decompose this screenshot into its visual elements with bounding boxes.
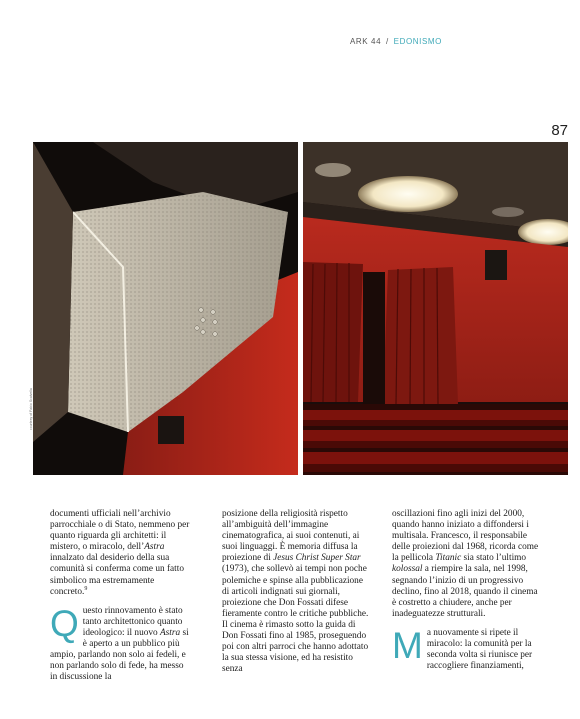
photo-acoustic-panel xyxy=(33,142,298,475)
text-run: innalzato dal desiderio della sua comunità si conferma come un fatto simbolico ma estremamente concreto. xyxy=(50,553,184,597)
header-separator: / xyxy=(385,37,389,46)
magazine-issue: ARK 44 xyxy=(349,37,382,46)
photo-credit: courtesy of Fabio Scalvella xyxy=(29,388,33,430)
text-column-3 xyxy=(392,509,542,672)
paragraph-with-dropcap xyxy=(50,606,193,684)
text-column-1 xyxy=(50,509,193,683)
text-run: a riempire la sala, nel 1998, segnando l’inizio di un progressivo declino, fino al 2018, quando il cinema è costretto a chiudere, anche per inadeguatezze strutturali. xyxy=(392,564,538,619)
drop-cap: M xyxy=(392,627,423,666)
italic-title: Astra xyxy=(144,542,165,553)
text-run: posizione della religiosità rispetto all’ambiguità dell’immagine cinematografica, ai suoi contenuti, ai suoi linguaggi. È memoria diffusa la proiezione di xyxy=(222,509,360,564)
paragraph xyxy=(392,509,542,620)
text-run: oscillazioni fino agli inizi del 2000, quando hanno iniziato a diffondersi i multisala. Francesco, il responsabile delle proiezioni dal 1968, ricorda come la pellicola xyxy=(392,509,539,564)
paragraph xyxy=(50,509,193,598)
paragraph-with-dropcap xyxy=(392,628,542,672)
text-run: a nuovamente si ripete il miracolo: la comunità per la seconda volta si riunisce per raccogliere finanziamenti, xyxy=(426,627,533,672)
photo-cinema-hall xyxy=(303,142,568,475)
section-name: EDONISMO xyxy=(393,37,442,46)
text-run: si è aperto a un pubblico più ampio, parlando non solo ai fedeli, e non parlando solo di fede, ha messo in discussione la xyxy=(50,627,189,683)
text-run: uesto rinnovamento è stato tanto architettonico quanto ideologico: il nuovo xyxy=(82,605,183,638)
text-run: (1973), che sollevò ai tempi non poche polemiche e spinse alla pubblicazione di articoli indignati sui giornali, proiezione che Don Fossati difese fieramente contro le critiche pubbliche. xyxy=(222,564,369,619)
text-run: documenti ufficiali nell’archivio parrocchiale o di Stato, nemmeno per quanto riguarda gli architetti: il mistero, o miracolo, dell’ xyxy=(50,509,190,553)
text-run: sia stato l’ultimo xyxy=(461,553,527,564)
italic-title: Jesus Christ Super Star xyxy=(273,553,361,564)
paragraph xyxy=(222,509,372,620)
paragraph: Il cinema è rimasto sotto la guida di Don Fossati fino al 1985, proseguendo poi con altri parroci che hanno adottato la sua stessa visione, ed ha resistito senza xyxy=(222,619,369,675)
running-header xyxy=(350,37,442,46)
drop-cap: Q xyxy=(50,605,79,644)
page-number: 87 xyxy=(551,122,568,139)
italic-title: Titanic xyxy=(435,553,462,564)
text-column-2 xyxy=(222,509,372,675)
italic-title: Astra xyxy=(160,627,181,638)
italic-term: kolossal xyxy=(392,564,423,575)
footnote-ref: 9 xyxy=(84,585,88,592)
